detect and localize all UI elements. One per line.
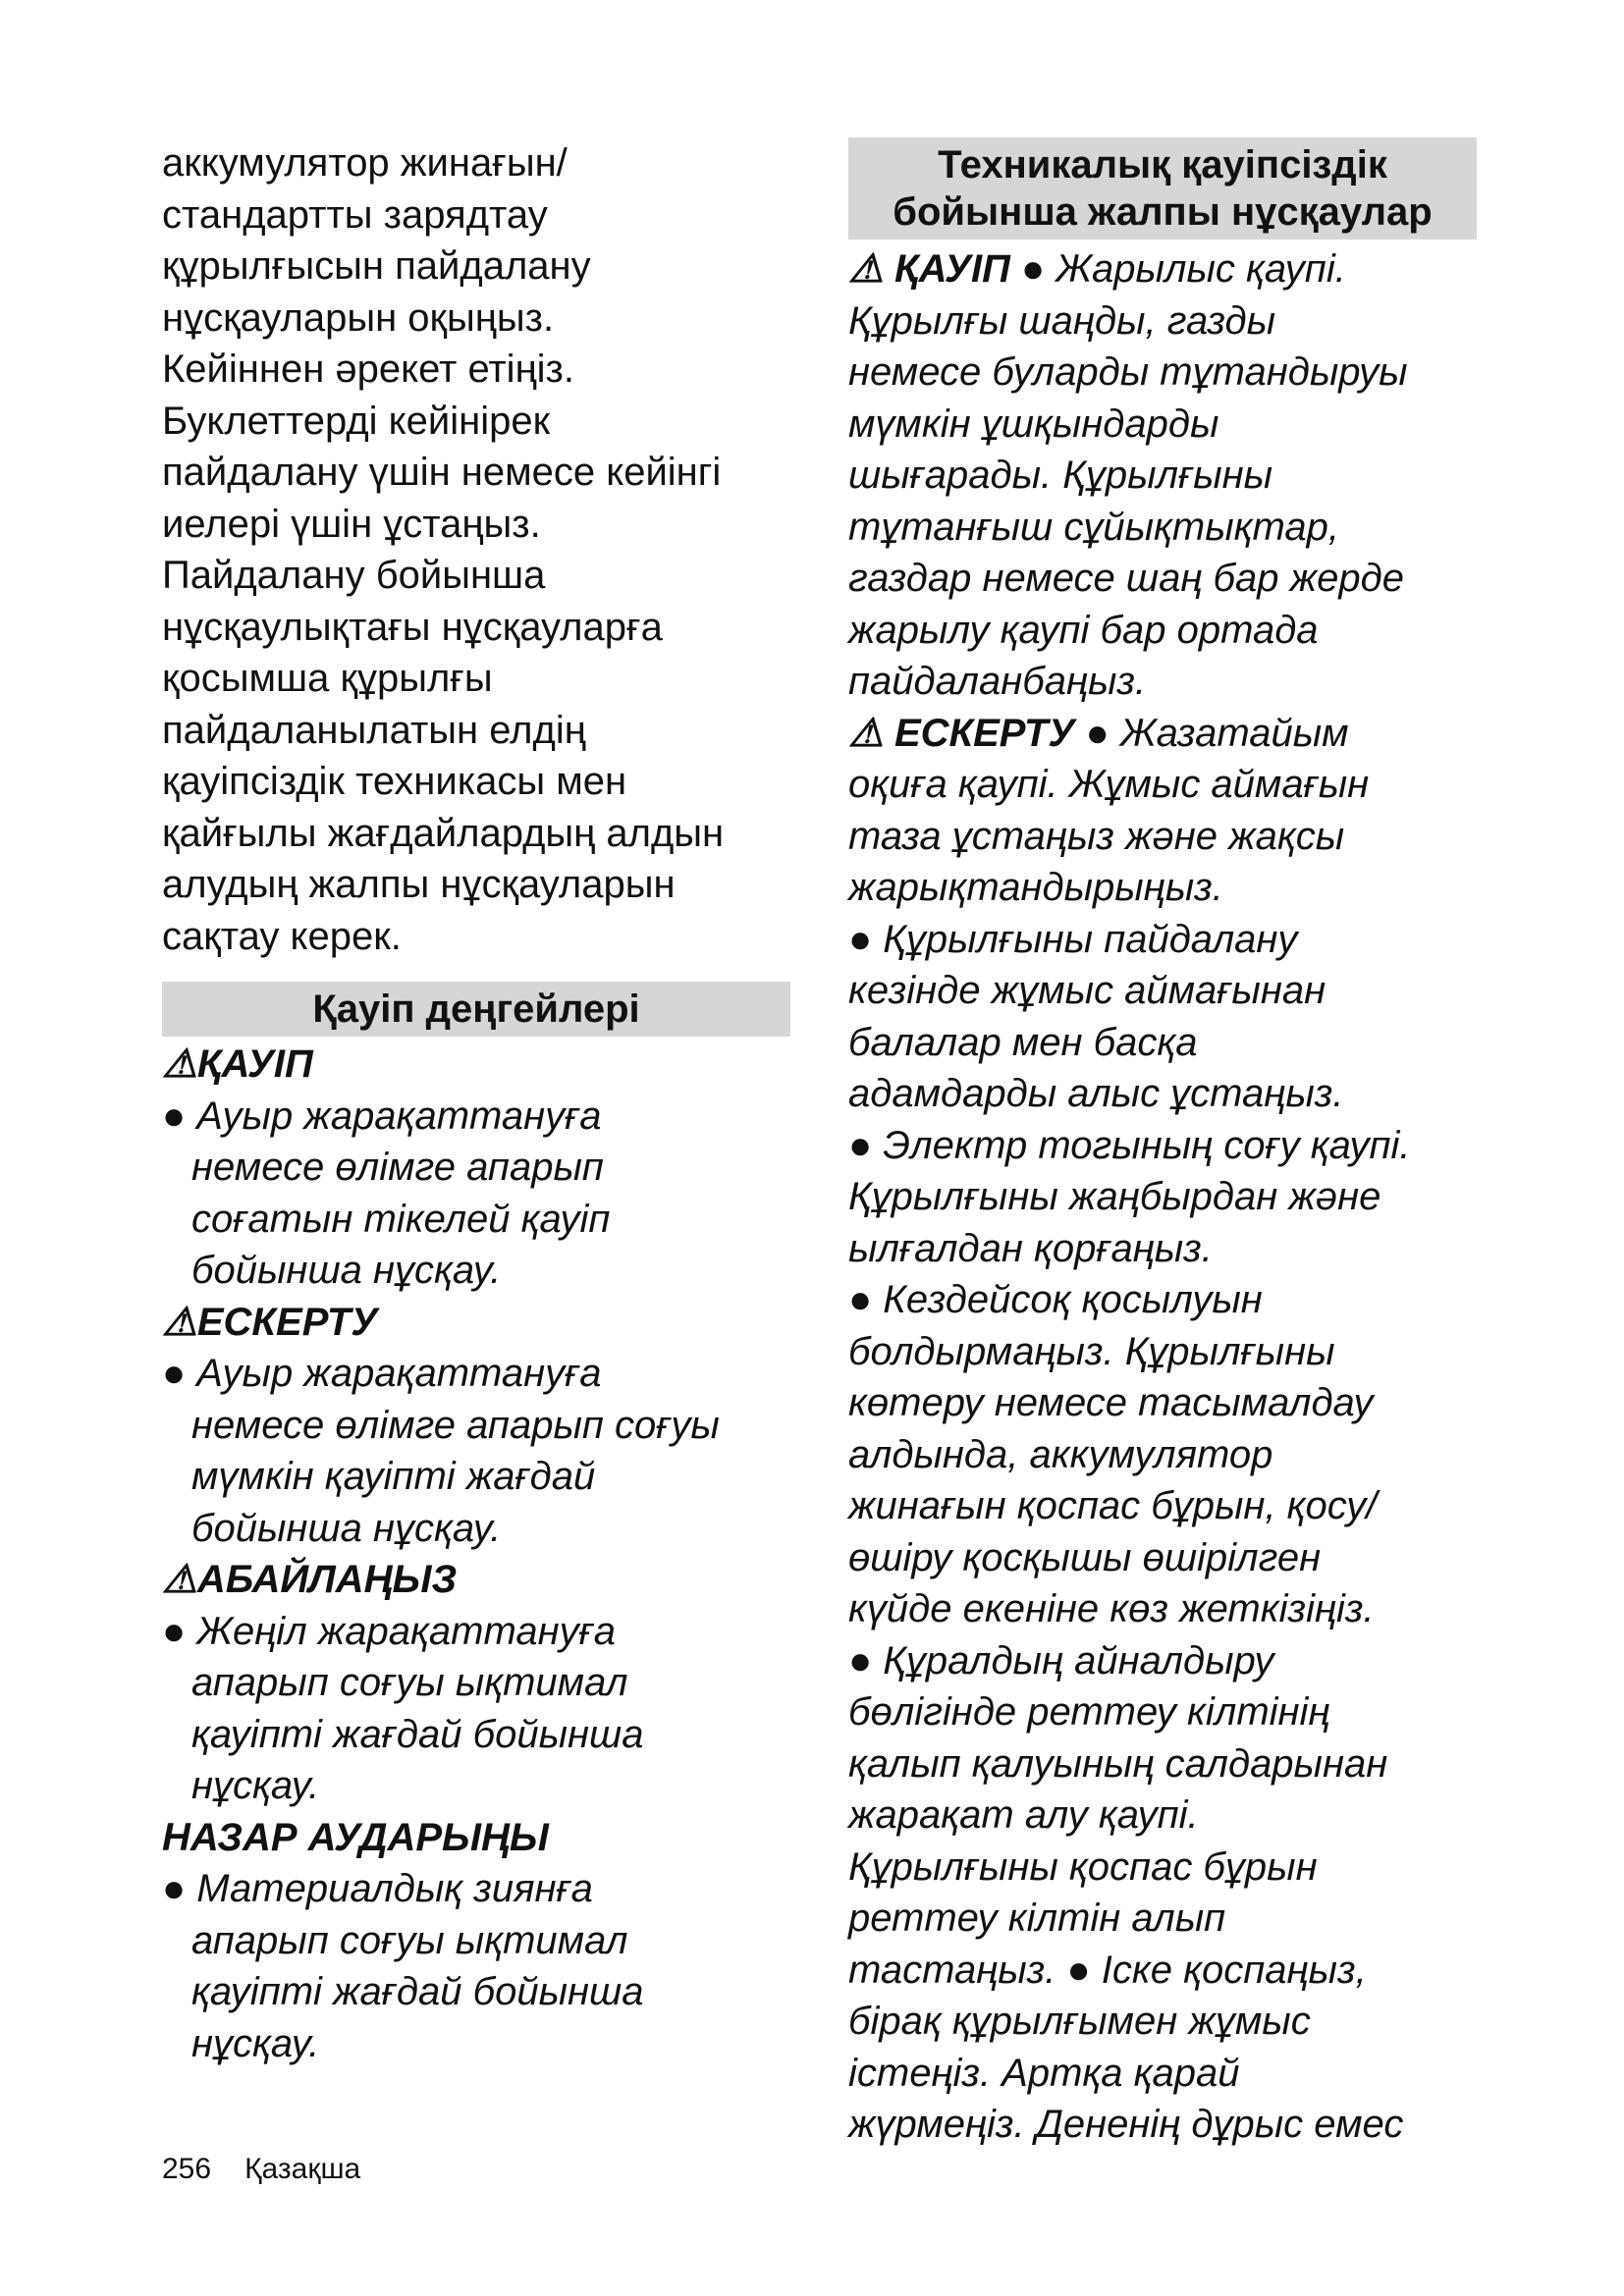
danger-heading: ⚠ҚАУІП <box>162 1042 313 1086</box>
text-line: мүмкін ұшқындарды <box>848 401 1219 446</box>
warning-statement <box>848 708 1477 760</box>
right-column <box>848 137 1477 2151</box>
text-line: ● Құрылғыны пайдалану <box>848 917 1298 961</box>
text-line: кезінде жұмыс аймағынан <box>848 969 1326 1012</box>
text-line: жарықтандырыңыз. <box>848 866 1223 909</box>
title-line: бойынша жалпы нұсқаулар <box>893 190 1433 234</box>
text-line: Пайдалану бойынша <box>162 554 546 597</box>
text-line: таза ұстаңыз және жақсы <box>848 814 1345 858</box>
caution-level <box>162 1554 790 1812</box>
text-line: істеңіз. Артқа қарай <box>848 2051 1240 2095</box>
text-line: нұсқау. <box>191 2021 320 2065</box>
danger-statement <box>848 243 1477 295</box>
text-line: пайдаланбаңыз. <box>848 660 1147 703</box>
text-line: тастаңыз. ● Іске қоспаңыз, <box>848 1948 1367 1992</box>
text-line: Буклеттерді кейінірек <box>162 399 551 443</box>
danger-label: ⚠ ҚАУІП <box>848 247 1010 291</box>
text-line: соғатын тікелей қауіп <box>191 1197 611 1241</box>
text-line: пайдалану үшін немесе кейінгі <box>162 451 722 494</box>
danger-level <box>162 1039 790 1297</box>
text-line: қосымша құрылғы <box>162 657 493 700</box>
notice-heading: НАЗАР АУДАРЫҢЫ <box>162 1815 549 1859</box>
text-line: ● Ауыр жарақаттануға <box>162 1352 602 1395</box>
text-line: қалып қалуының салдарынан <box>848 1741 1388 1786</box>
warning-text: ● Жазатайым <box>1074 711 1349 755</box>
caution-heading: ⚠АБАЙЛАҢЫЗ <box>162 1558 458 1601</box>
text-line: немесе өлімге апарып <box>191 1146 604 1189</box>
text-line: апарып соғуы ықтимал <box>191 1661 628 1704</box>
text-line: қауіпті жағдай бойынша <box>191 1970 644 2013</box>
text-line: бойынша нұсқау. <box>191 1506 502 1550</box>
intro-paragraph <box>162 137 790 962</box>
text-line: аккумулятор жинағын/ <box>162 141 568 185</box>
danger-text: ● Жарылыс қаупі. <box>1009 247 1346 291</box>
text-line: апарып соғуы ықтимал <box>191 1918 628 1962</box>
text-line: газдар немесе шаң бар жерде <box>848 557 1404 600</box>
text-line: жарылу қаупі бар ортада <box>848 608 1319 652</box>
text-line: ● Материалдық зиянға <box>162 1867 593 1910</box>
text-line: алдында, аккумулятор <box>848 1432 1273 1476</box>
language-label: Қазақша <box>244 2153 361 2185</box>
text-line: ● Ауыр жарақаттануға <box>162 1094 602 1138</box>
text-line: көтеру немесе тасымалдау <box>848 1381 1374 1424</box>
text-line: бөлігінде реттеу кілтінің <box>848 1690 1330 1734</box>
text-line: шығарады. Құрылғыны <box>848 454 1273 497</box>
text-line: реттеу кілтін алып <box>848 1896 1226 1940</box>
text-line: бірақ құрылғымен жұмыс <box>848 2000 1311 2043</box>
text-line: ● Электр тогының соғу қаупі. <box>848 1123 1411 1167</box>
text-line: қауіпті жағдай бойынша <box>191 1712 644 1756</box>
text-line: нұсқауларын оқыңыз. <box>162 295 555 340</box>
text-line: немесе буларды тұтандыруы <box>848 350 1408 394</box>
text-line: ● Жеңіл жарақаттануға <box>162 1609 616 1653</box>
text-line: ● Кездейсоқ қосылуын <box>848 1278 1263 1321</box>
text-line: қайғылы жағдайлардың алдын <box>162 811 725 855</box>
text-line: бойынша нұсқау. <box>191 1249 502 1292</box>
text-line: Құрылғыны жаңбырдан және <box>848 1175 1381 1218</box>
text-line: алудың жалпы нұсқауларын <box>162 863 676 906</box>
text-line: адамдарды алыс ұстаңыз. <box>848 1072 1344 1115</box>
text-line: оқиға қаупі. Жұмыс аймағын <box>848 763 1370 806</box>
text-line: стандартты зарядтау <box>162 192 548 237</box>
title-line: Техникалық қауіпсіздік <box>938 143 1387 187</box>
warning-heading: ⚠ЕСКЕРТУ <box>162 1300 378 1344</box>
text-line: Кейіннен әрекет етіңіз. <box>162 347 574 391</box>
text-line: иелері үшін ұстаңыз. <box>162 502 541 546</box>
hazard-levels-title: Қауіп деңгейлері <box>162 982 790 1037</box>
text-line: мүмкін қауіпті жағдай <box>191 1455 596 1498</box>
text-line: болдырмаңыз. Құрылғыны <box>848 1329 1335 1373</box>
text-line: жүрмеңіз. Дененің дұрыс емес <box>848 2103 1404 2146</box>
text-line: құрылғысын пайдалану <box>162 244 591 288</box>
text-line: сақтау керек. <box>162 914 402 958</box>
text-line: өшіру қосқышы өшірілген <box>848 1535 1322 1579</box>
text-line: немесе өлімге апарып соғуы <box>191 1403 720 1447</box>
general-safety-title <box>848 137 1477 240</box>
text-line: ● Құралдың айналдыру <box>848 1638 1274 1682</box>
text-line: қауіпсіздік техникасы мен <box>162 760 627 803</box>
warning-level <box>162 1297 790 1555</box>
warning-label: ⚠ ЕСКЕРТУ <box>848 711 1075 755</box>
text-line: Құрылғыны қоспас бұрын <box>848 1844 1318 1889</box>
text-line: жарақат алу қаупі. <box>848 1793 1199 1837</box>
text-line: балалар мен басқа <box>848 1020 1198 1064</box>
text-line: нұсқау. <box>191 1764 320 1807</box>
text-line: Құрылғы шаңды, газды <box>848 298 1276 343</box>
text-line: жинағын қоспас бұрын, қосу/ <box>848 1484 1378 1527</box>
text-line: нұсқаулықтағы нұсқауларға <box>162 605 663 649</box>
notice-level <box>162 1812 790 2070</box>
page-footer <box>162 2153 360 2186</box>
left-column <box>162 137 790 2069</box>
text-line: ылғалдан қорғаңыз. <box>848 1226 1213 1270</box>
text-line: тұтанғыш сұйықтықтар, <box>848 505 1339 549</box>
text-line: пайдаланылатын елдің <box>162 708 586 752</box>
page-number: 256 <box>162 2153 212 2185</box>
text-line: күйде екеніне көз жеткізіңіз. <box>848 1587 1375 1630</box>
